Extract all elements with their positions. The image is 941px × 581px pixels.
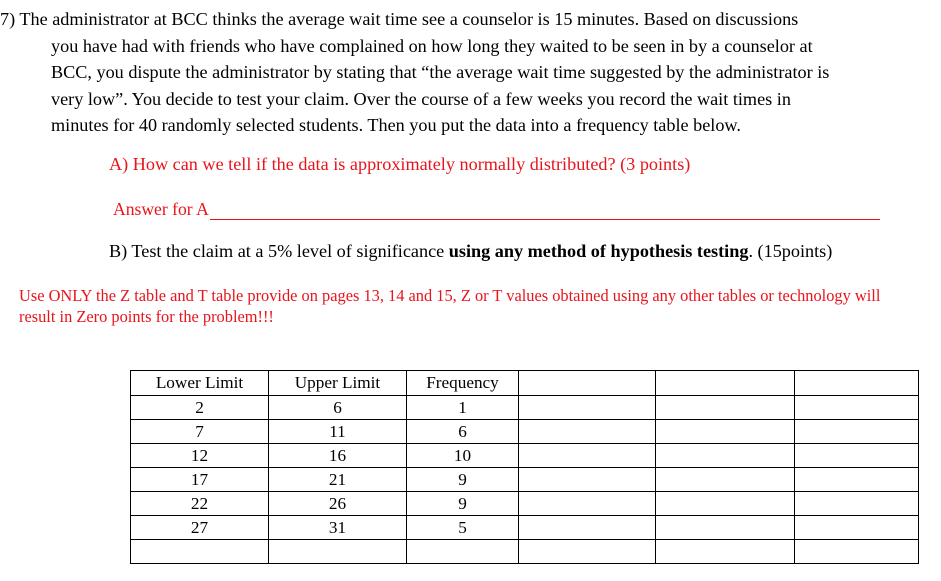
cell-blank[interactable] (795, 420, 919, 444)
question-line: very low”. You decide to test your claim. Over the course of a few weeks you record the wait times in (51, 88, 791, 109)
cell-upper: 16 (269, 444, 407, 468)
header-lower-limit: Lower Limit (131, 371, 269, 396)
cell-upper: 21 (269, 468, 407, 492)
header-empty[interactable] (519, 371, 656, 396)
cell-blank[interactable] (519, 516, 656, 540)
cell-blank[interactable] (407, 540, 519, 564)
cell-blank[interactable] (519, 396, 656, 420)
table-header-row (131, 371, 919, 396)
cell-frequency: 6 (407, 420, 519, 444)
cell-lower: 2 (131, 396, 269, 420)
header-empty[interactable] (656, 371, 795, 396)
cell-lower: 7 (131, 420, 269, 444)
cell-upper: 11 (269, 420, 407, 444)
question-line: minutes for 40 randomly selected students. Then you put the data into a frequency table below. (51, 115, 741, 136)
frequency-table (130, 370, 919, 564)
cell-blank[interactable] (795, 540, 919, 564)
part-b-prefix: B) Test the claim at a 5% level of significance (109, 241, 449, 261)
part-b-suffix: . (15points) (748, 241, 833, 261)
table-row (131, 396, 919, 420)
cell-blank[interactable] (795, 492, 919, 516)
cell-lower: 17 (131, 468, 269, 492)
table-row (131, 516, 919, 540)
cell-frequency: 9 (407, 492, 519, 516)
part-b-bold: using any method of hypothesis testing (448, 241, 749, 261)
cell-upper: 26 (269, 492, 407, 516)
cell-blank[interactable] (795, 396, 919, 420)
part-b-question (109, 241, 832, 262)
part-a-question: A) How can we tell if the data is approximately normally distributed? (3 points) (109, 154, 691, 174)
cell-blank[interactable] (795, 444, 919, 468)
cell-upper: 6 (269, 396, 407, 420)
cell-blank[interactable] (795, 516, 919, 540)
cell-blank[interactable] (131, 540, 269, 564)
cell-blank[interactable] (656, 420, 795, 444)
cell-lower: 22 (131, 492, 269, 516)
table-row-empty (131, 540, 919, 564)
cell-upper: 31 (269, 516, 407, 540)
question-line: you have had with friends who have complained on how long they waited to be seen in by a counselor at (51, 35, 813, 56)
cell-blank[interactable] (656, 468, 795, 492)
cell-frequency: 9 (407, 468, 519, 492)
header-frequency: Frequency (407, 371, 519, 396)
cell-blank[interactable] (656, 492, 795, 516)
cell-frequency: 1 (407, 396, 519, 420)
table-row (131, 468, 919, 492)
question-line: BCC, you dispute the administrator by stating that “the average wait time suggested by the administrator is (51, 62, 830, 83)
cell-blank[interactable] (519, 468, 656, 492)
header-upper-limit: Upper Limit (269, 371, 407, 396)
cell-blank[interactable] (519, 540, 656, 564)
answer-a-field[interactable] (113, 199, 880, 220)
cell-blank[interactable] (656, 444, 795, 468)
question-text (0, 6, 930, 139)
cell-lower: 27 (131, 516, 269, 540)
cell-blank[interactable] (269, 540, 407, 564)
cell-blank[interactable] (795, 468, 919, 492)
table-row (131, 420, 919, 444)
table-row (131, 492, 919, 516)
answer-a-blank-line[interactable] (210, 202, 880, 220)
cell-frequency: 10 (407, 444, 519, 468)
cell-blank[interactable] (656, 540, 795, 564)
table-row (131, 444, 919, 468)
cell-blank[interactable] (656, 516, 795, 540)
header-empty[interactable] (795, 371, 919, 396)
cell-blank[interactable] (656, 396, 795, 420)
cell-blank[interactable] (519, 492, 656, 516)
cell-blank[interactable] (519, 420, 656, 444)
question-line: 7) The administrator at BCC thinks the average wait time see a counselor is 15 minutes. Based on discussions (0, 9, 799, 29)
cell-frequency: 5 (407, 516, 519, 540)
answer-a-label: Answer for A (113, 199, 209, 219)
cell-lower: 12 (131, 444, 269, 468)
cell-blank[interactable] (519, 444, 656, 468)
warning-note: Use ONLY the Z table and T table provide on pages 13, 14 and 15, Z or T values obtained using any other tables or technology will result in Zero points for the problem!!! (19, 286, 881, 326)
